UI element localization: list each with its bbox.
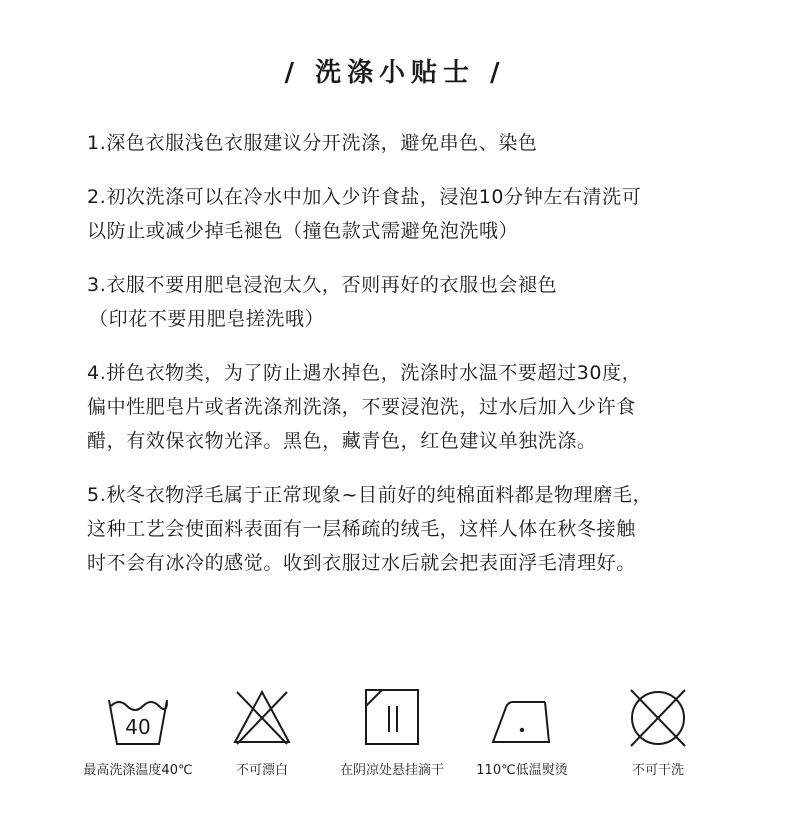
line-dry-shade-icon (357, 686, 427, 750)
care-label: 不可干洗 (631, 763, 684, 778)
care-label: 最高洗涤温度40℃ (83, 763, 193, 778)
tip-line: （印花不要用肥皂搓洗哦） (89, 308, 325, 330)
tip-line: 以防止或减少掉毛褪色（撞色款式需避免泡洗哦） (87, 220, 519, 242)
iron-low-icon (487, 686, 557, 750)
no-wash-icon (623, 686, 693, 750)
care-label: 不可漂白 (235, 763, 288, 778)
care-icons-row (0, 686, 790, 796)
tip-line: 4.拼色衣物类，为了防止遇水掉色，洗涤时水温不要超过30度， (87, 362, 642, 384)
care-item-iron (452, 686, 592, 780)
tip-item-4 (87, 356, 727, 458)
tip-line: 1.深色衣服浅色衣服建议分开洗涤，避免串色、染色 (87, 132, 538, 154)
care-label: 在阴凉处悬挂滴干 (339, 763, 444, 778)
tip-line: 偏中性肥皂片或者洗涤剂洗涤，不要浸泡洗，过水后加入少许食 (87, 396, 636, 418)
care-label: 110℃低温熨烫 (476, 763, 568, 778)
tip-item-1 (87, 126, 727, 160)
care-item-no-bleach (192, 686, 332, 780)
tip-line: 2.初次洗涤可以在冷水中加入少许食盐，浸泡10分钟左右清洗可 (87, 186, 642, 208)
wash-temperature-number: 40 (125, 715, 151, 739)
tip-item-5 (87, 478, 727, 580)
page-title: / 洗涤小贴士 / (284, 58, 506, 88)
care-item-line-dry (322, 686, 462, 780)
washing-tips-list (87, 126, 727, 600)
tip-line: 时不会有冰冷的感觉。收到衣服过水后就会把表面浮毛清理好。 (87, 552, 636, 574)
care-item-no-dry-clean (588, 686, 728, 780)
tip-item-2 (87, 180, 727, 248)
tip-line: 3.衣服不要用肥皂浸泡太久，否则再好的衣服也会褪色 (87, 274, 558, 296)
no-bleach-icon (227, 686, 297, 750)
tip-line: 5.秋冬衣物浮毛属于正常现象~目前好的纯棉面料都是物理磨毛， (87, 484, 653, 506)
wash-40-icon (103, 686, 173, 750)
tip-item-3 (87, 268, 727, 336)
tip-line: 这种工艺会使面料表面有一层稀疏的绒毛，这样人体在秋冬接触 (87, 518, 636, 540)
tip-line: 醋，有效保衣物光泽。黑色，藏青色，红色建议单独洗涤。 (87, 430, 597, 452)
care-item-wash (68, 686, 208, 780)
